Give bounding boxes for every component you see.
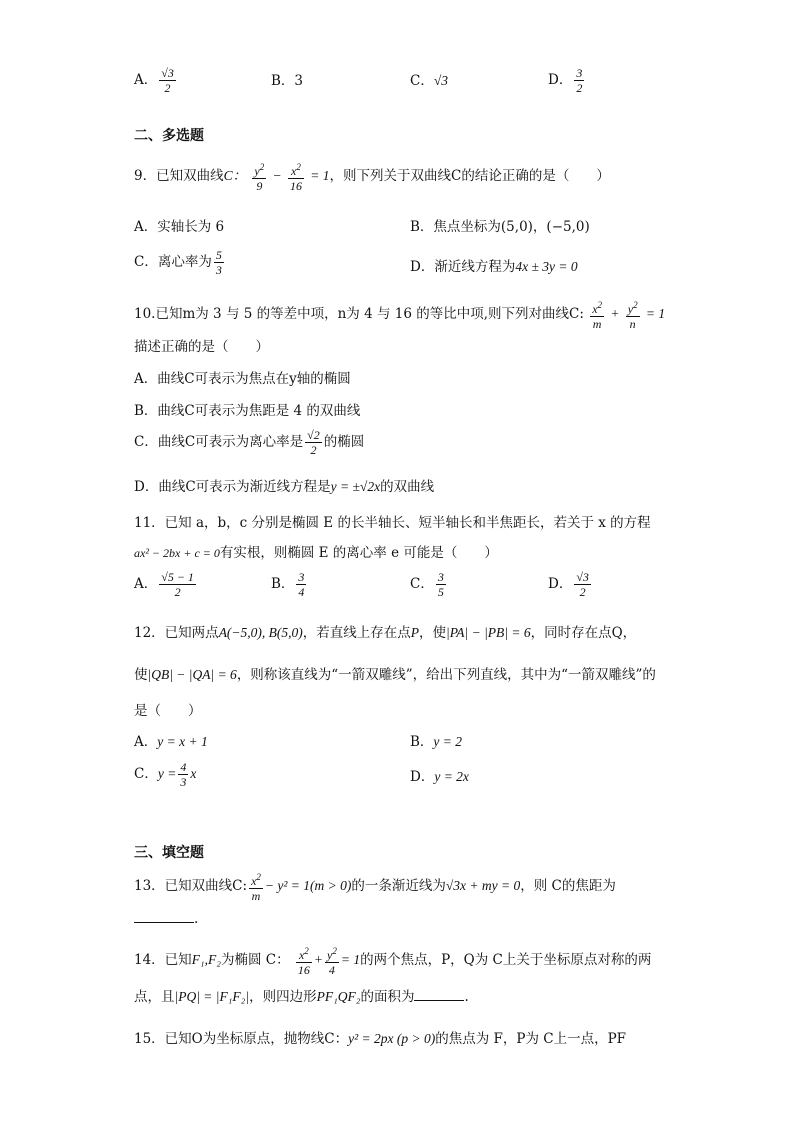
q9-stem: 9．已知双曲线C： $\frac{y^2}{9}$ − $\frac{x^2}{16}$ = 1，则下列关于双曲线C的结论正确的是（ ） — [134, 162, 610, 193]
q10-option-b: B．曲线C可表示为焦距是 4 的双曲线 — [134, 403, 361, 419]
section-title-fill-in: 三、填空题 — [134, 845, 204, 861]
q11-stem-line2: ax² − 2bx + c = 0有实根，则椭圆 E 的离心率 e 可能是（ ） — [134, 545, 498, 561]
q14-stem-line2: 点，且|PQ| = |F₁F₂|，则四边形PF₁QF₂的面积为 . — [134, 989, 469, 1005]
q12-stem-line3: 是（ ） — [134, 703, 202, 719]
q13-answer-blank[interactable]: . — [134, 910, 198, 928]
answer-line[interactable] — [134, 910, 194, 923]
q10-option-a: A．曲线C可表示为焦点在y轴的椭圆 — [134, 371, 351, 387]
q10-stem-line1: 10.已知m为 3 与 5 的等差中项，n为 4 与 16 的等比中项,则下列对曲线C: $\frac{x^2}{m}$ + $\frac{y^2}{n}$ = 1 — [134, 300, 666, 331]
q12-option-c: C．y = $\frac{4}{3}$ x — [134, 760, 197, 789]
section-title-multiple-choice: 二、多选题 — [134, 128, 204, 144]
q11-stem-line1: 11．已知 a，b，c 分别是椭圆 E 的长半轴长、短半轴长和半焦距长，若关于 x 的方程 — [134, 515, 651, 531]
q10-stem-line2: 描述正确的是（ ） — [134, 339, 269, 355]
q10-option-d: D．曲线C可表示为渐近线方程是y = ±√2x的双曲线 — [134, 479, 435, 495]
q9-option-b: B．焦点坐标为(5,0)，(−5,0) — [410, 219, 590, 235]
q8-option-b: B．3 — [271, 73, 304, 89]
q15-stem-line1: 15．已知O为坐标原点，抛物线C：y² = 2px (p > 0)的焦点为 F，P为 C上一点，PF — [134, 1031, 627, 1047]
q8-option-a: A． $\frac{√3}{2}$ — [134, 66, 174, 95]
q10-option-c: C．曲线C可表示为离心率是 $\frac{√2}{2}$ 的椭圆 — [134, 428, 365, 457]
q11-option-a: A． $\frac{√5 - 1}{2}$ — [134, 570, 194, 599]
q9-option-a: A．实轴长为 6 — [134, 219, 225, 235]
answer-line[interactable] — [414, 988, 464, 1001]
q12-option-d: D．y = 2x — [410, 769, 469, 785]
q12-option-b: B．y = 2 — [410, 734, 463, 750]
q14-stem-line1: 14．已知F₁,F₂为椭圆 C： $\frac{x^2}{16}$ + $\frac{y^2}{4}$ = 1的两个焦点，P，Q为 C上关于坐标原点对称的两 — [134, 946, 652, 977]
q13-stem: 13．已知双曲线C: $\frac{x^2}{m}$ − y² = 1(m > 0)的一条渐近线为√3x + my = 0，则 C的焦距为 — [134, 872, 616, 903]
q11-option-b: B． $\frac{3}{4}$ — [271, 570, 305, 599]
q11-option-c: C． $\frac{3}{5}$ — [410, 570, 444, 599]
q12-stem-line1: 12．已知两点A(−5,0), B(5,0)，若直线上存在点P，使|PA| − |PB| = 6，同时存在点Q， — [134, 625, 637, 641]
q8-option-d: D． $\frac{3}{2}$ — [548, 66, 583, 95]
q9-option-d: D．渐近线方程为4x ± 3y = 0 — [410, 259, 578, 275]
q11-option-d: D． $\frac{√3}{2}$ — [548, 570, 589, 599]
q12-option-a: A．y = x + 1 — [134, 734, 208, 750]
q9-option-c: C．离心率为 $\frac{5}{3}$ — [134, 248, 222, 277]
q8-option-c: C．√3 — [410, 73, 449, 89]
q12-stem-line2: 使|QB| − |QA| = 6，则称该直线为“一箭双雕线”，给出下列直线，其中为“一箭双雕线”的 — [134, 667, 656, 683]
